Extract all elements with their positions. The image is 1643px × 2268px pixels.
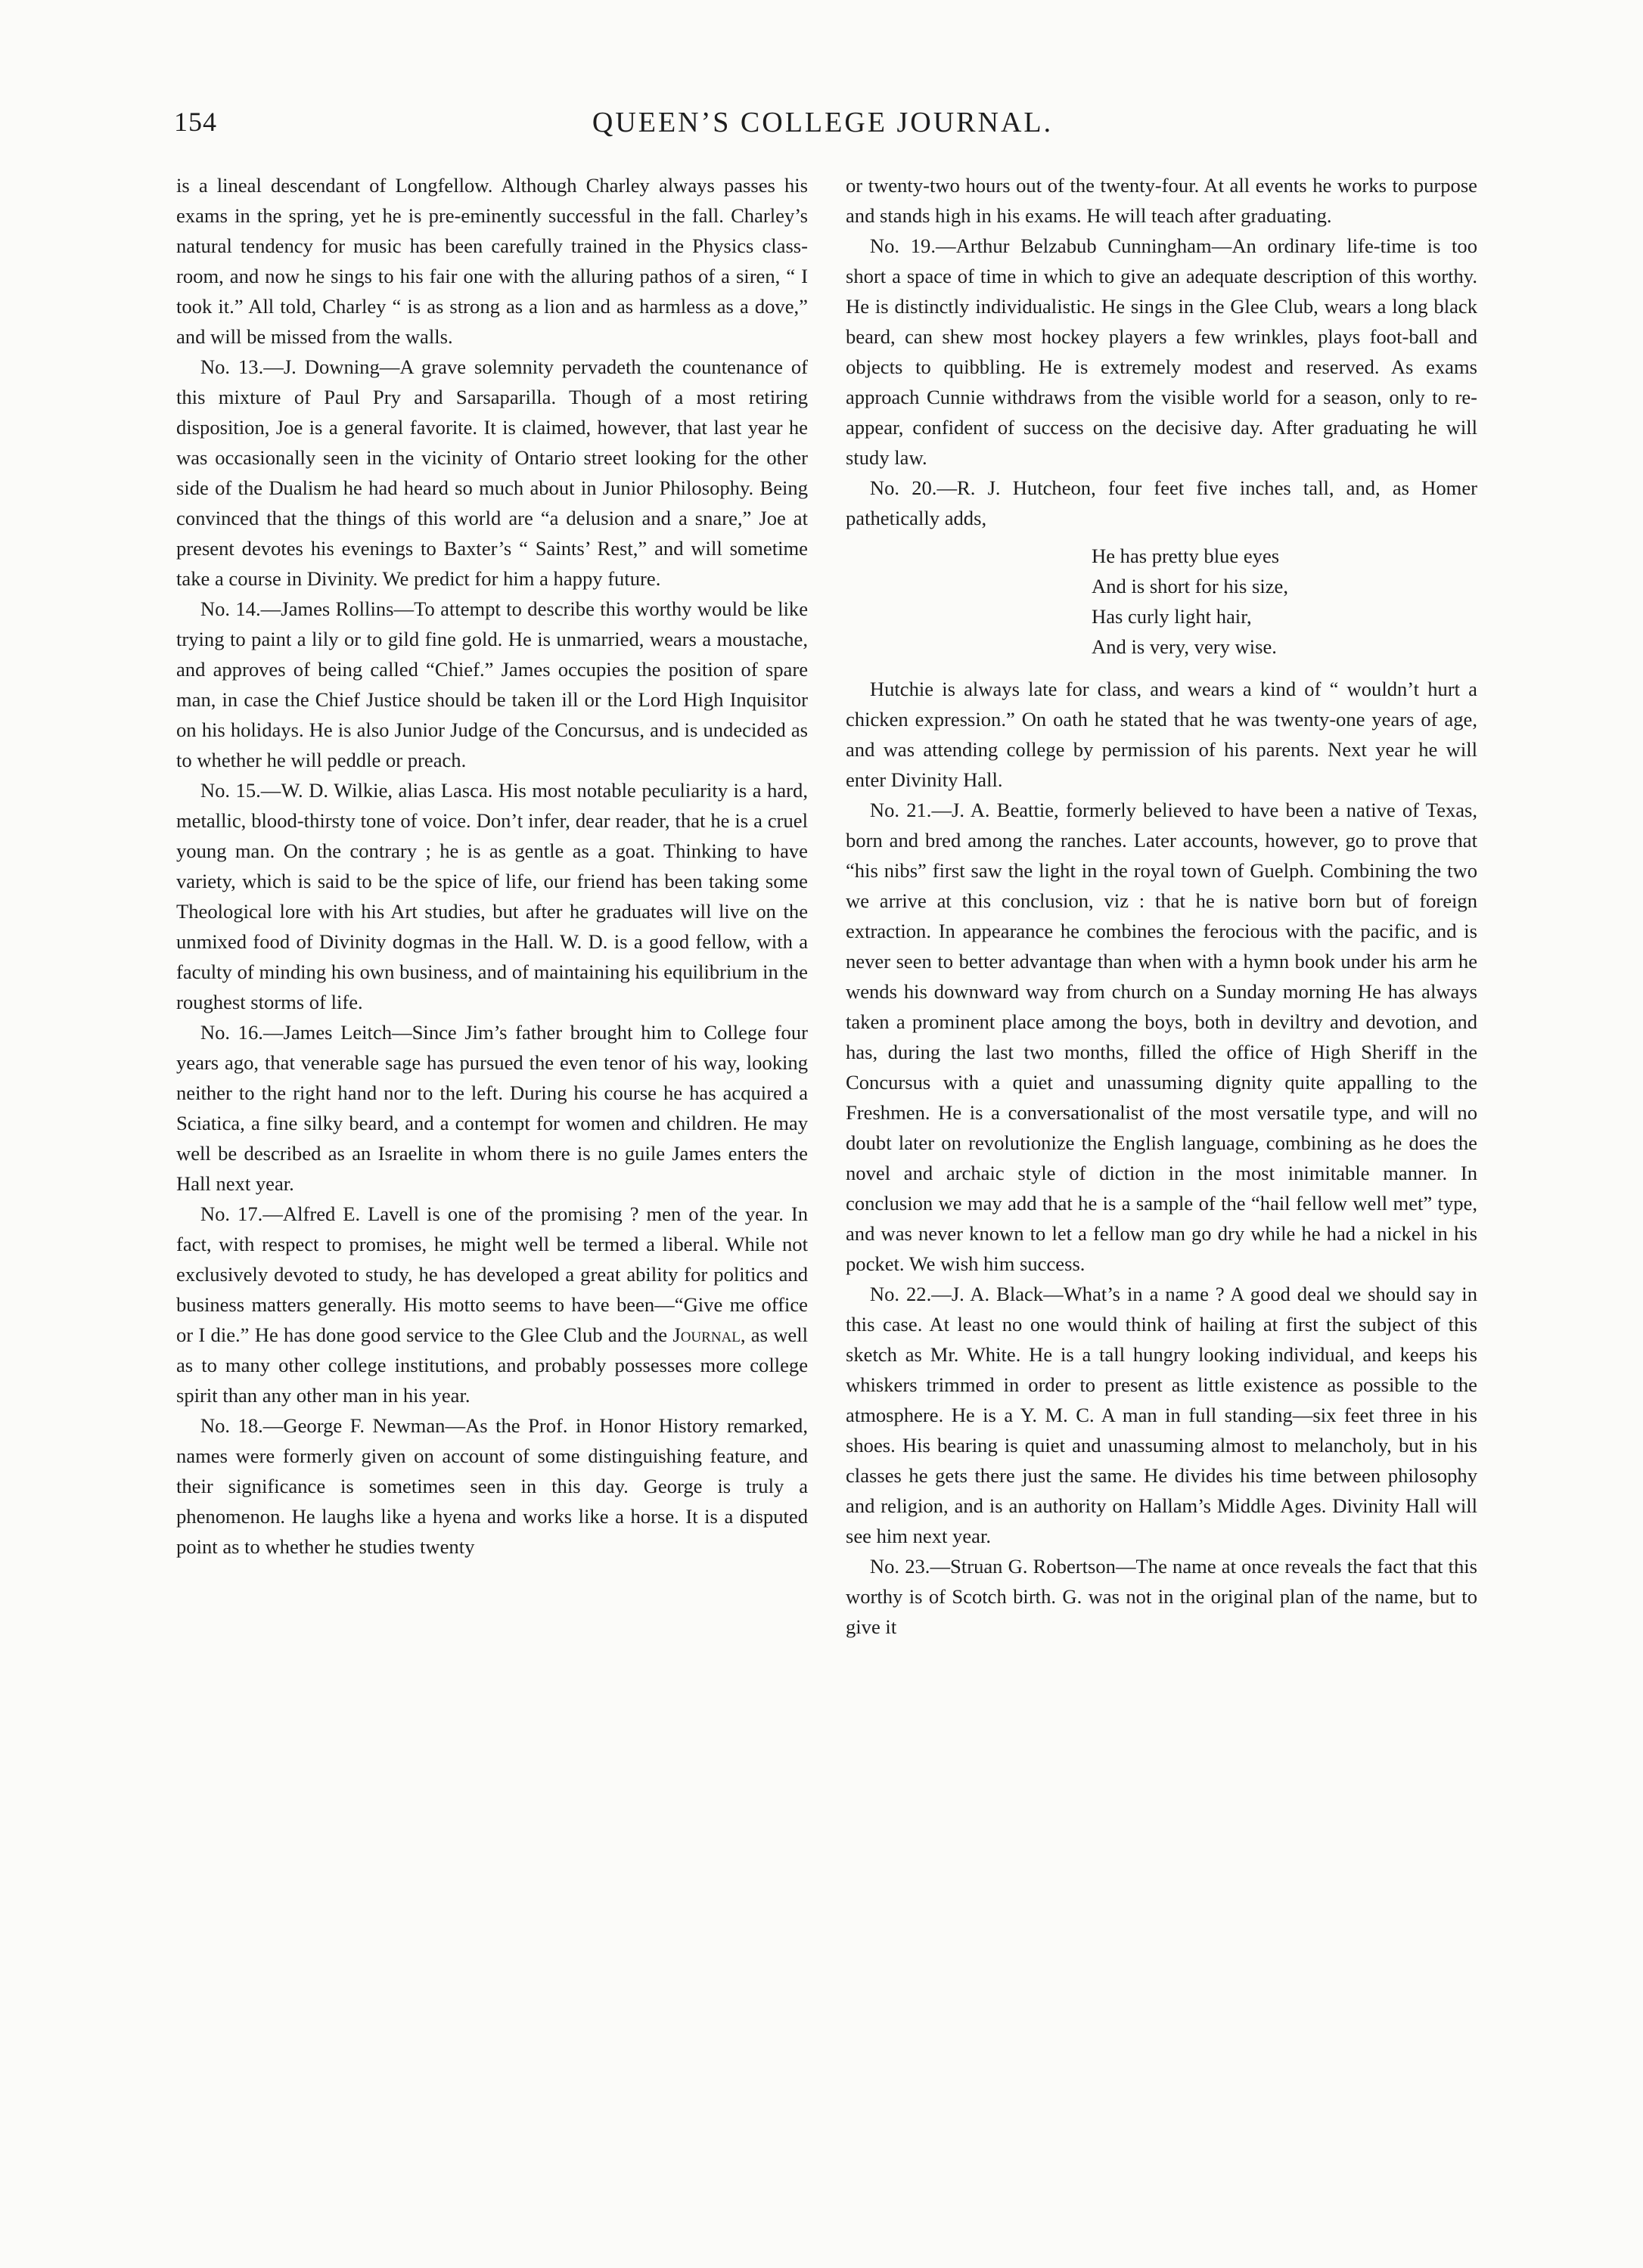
journal-name: Journal <box>672 1323 741 1346</box>
paragraph-no-20: No. 20.—R. J. Hutcheon, four feet five inches tall, and, as Homer pathetically adds, <box>846 476 1477 529</box>
paragraph-no-23: No. 23.—Struan G. Robertson—The name at once reveals the fact that this worthy is of Scotch birth. G. was not in the original plan of the name, but to give it <box>846 1555 1477 1638</box>
page-number: 154 <box>174 107 217 137</box>
verse-line: Has curly light hair, <box>1092 605 1252 628</box>
paragraph-continued: or twenty-two hours out of the twenty-four. At all events he works to purpose and stands high in his exams. He will teach after graduating. <box>846 174 1477 227</box>
paragraph-no-17 <box>176 1199 808 1410</box>
paragraph-no-17-part-b: , as well as to many other college institutions, and probably possesses more college spirit than any other man in his year. <box>176 1323 809 1407</box>
verse-line: He has pretty blue eyes <box>1092 545 1280 567</box>
running-title: QUEEN’S COLLEGE JOURNAL. <box>592 107 1054 138</box>
paragraph-no-20-continued: Hutchie is always late for class, and wears a kind of “ wouldn’t hurt a chicken expression.” On oath he stated that he was twenty-one years of age, and was attending college by permission of his parents. Next year he will enter Divinity Hall. <box>846 678 1477 791</box>
page-header <box>174 106 1471 151</box>
verse-line: And is very, very wise. <box>1092 635 1277 658</box>
paragraph-no-19: No. 19.—Arthur Belzabub Cunningham—An ordinary life-time is too short a space of time in which to give an adequate description of this worthy. He is distinctly individualistic. He sings in the Glee Club, wears a long black beard, can shew most hockey players a few wrinkles, plays foot-ball and objects to quibbling. He is extremely modest and reserved. As exams approach Cunnie withdraws from the visible world for a season, only to re-appear, confident of success on the decisive day. After graduating he will study law. <box>846 234 1477 469</box>
paragraph-no-18: No. 18.—George F. Newman—As the Prof. in Honor History remarked, names were formerly given on account of some distinguishing feature, and their significance is sometimes seen in this day. George is truly a phenomenon. He laughs like a hyena and works like a horse. It is a disputed point as to whether he studies twenty <box>176 1414 808 1558</box>
paragraph-continued: is a lineal descendant of Longfellow. Although Charley always passes his exams in the spring, yet he is pre-eminently successful in the fall. Charley’s natural tendency for music has been carefully trained in the Physics class-room, and now he sings to his fair one with the alluring pathos of a siren, “ I took it.” All told, Charley “ is as strong as a lion and as harmless as a dove,” and will be missed from the walls. <box>176 174 808 348</box>
paragraph-no-21: No. 21.—J. A. Beattie, formerly believed to have been a native of Texas, born and bred among the ranches. Later accounts, however, go to prove that “his nibs” first saw the light in the royal town of Guelph. Combining the two we arrive at this conclusion, viz : that he is native born but of foreign extraction. In appearance he combines the ferocious with the pacific, and is never seen to better advantage than when with a hymn book under his arm he wends his downward way from church on a Sunday morning He has always taken a prominent place among the boys, both in deviltry and devotion, and has, during the last two months, filled the office of High Sheriff in the Concursus with a quiet and unassuming dignity quite appalling to the Freshmen. He is a conversationalist of the most versatile type, and will no doubt later on revolutionize the English language, combining as he does the novel and archaic style of diction in the most inimitable manner. In conclusion we may add that he is a sample of the “hail fellow well met” type, and was never known to let a fellow man go dry while he had a nickel in his pocket. We wish him success. <box>846 799 1477 1275</box>
verse-block <box>1092 541 1477 662</box>
left-column <box>176 170 808 1562</box>
verse-line: And is short for his size, <box>1092 575 1289 597</box>
paragraph-no-16: No. 16.—James Leitch—Since Jim’s father brought him to College four years ago, that venerable sage has pursued the even tenor of his way, looking neither to the right hand nor to the left. During his course he has acquired a Sciatica, a fine silky beard, and a contempt for women and children. He may well be described as an Israelite in whom there is no guile James enters the Hall next year. <box>176 1021 808 1195</box>
right-column <box>846 170 1477 1642</box>
paragraph-no-22: No. 22.—J. A. Black—What’s in a name ? A good deal we should say in this case. At least no one would think of hailing at first the subject of this sketch as Mr. White. He is a tall hungry looking individual, and keeps his whiskers trimmed in order to present as little existence as possible to the atmosphere. He is a Y. M. C. A man in full standing—six feet three in his shoes. His bearing is quiet and unassuming almost to melancholy, but in his classes he gets there just the same. He divides his time between philosophy and religion, and is an authority on Hallam’s Middle Ages. Divinity Hall will see him next year. <box>846 1283 1477 1547</box>
paragraph-no-17-part-a: No. 17.—Alfred E. Lavell is one of the promising ? men of the year. In fact, with respect to promises, he might well be termed a liberal. While not exclusively devoted to study, he has developed a great ability for politics and business matters generally. His motto seems to have been—“Give me office or I die.” He has done good service to the Glee Club and the <box>176 1202 808 1346</box>
paragraph-no-15: No. 15.—W. D. Wilkie, alias Lasca. His most notable peculiarity is a hard, metallic, blood-thirsty tone of voice. Don’t infer, dear reader, that he is a cruel young man. On the contrary ; he is as gentle as a goat. Thinking to have variety, which is said to be the spice of life, our friend has been taking some Theological lore with his Art studies, but after he graduates will live on the unmixed food of Divinity dogmas in the Hall. W. D. is a good fellow, with a faculty of minding his own business, and of maintaining his equilibrium in the roughest storms of life. <box>176 779 808 1013</box>
paragraph-no-13: No. 13.—J. Downing—A grave solemnity pervadeth the countenance of this mixture of Paul Pry and Sarsaparilla. Though of a most retiring disposition, Joe is a general favorite. It is claimed, however, that last year he was occasionally seen in the vicinity of Ontario street looking for the other side of the Dualism he had heard so much about in Junior Philosophy. Being convinced that the things of this world are “a delusion and a snare,” Joe at present devotes his evenings to Baxter’s “ Saints’ Rest,” and will sometime take a course in Divinity. We predict for him a happy future. <box>176 355 808 590</box>
paragraph-no-14: No. 14.—James Rollins—To attempt to describe this worthy would be like trying to paint a lily or to gild fine gold. He is unmarried, wears a moustache, and approves of being called “Chief.” James occupies the position of spare man, in case the Chief Justice should be taken ill or the Lord High Inquisitor on his holidays. He is also Junior Judge of the Concursus, and is undecided as to whether he will peddle or preach. <box>176 597 808 771</box>
